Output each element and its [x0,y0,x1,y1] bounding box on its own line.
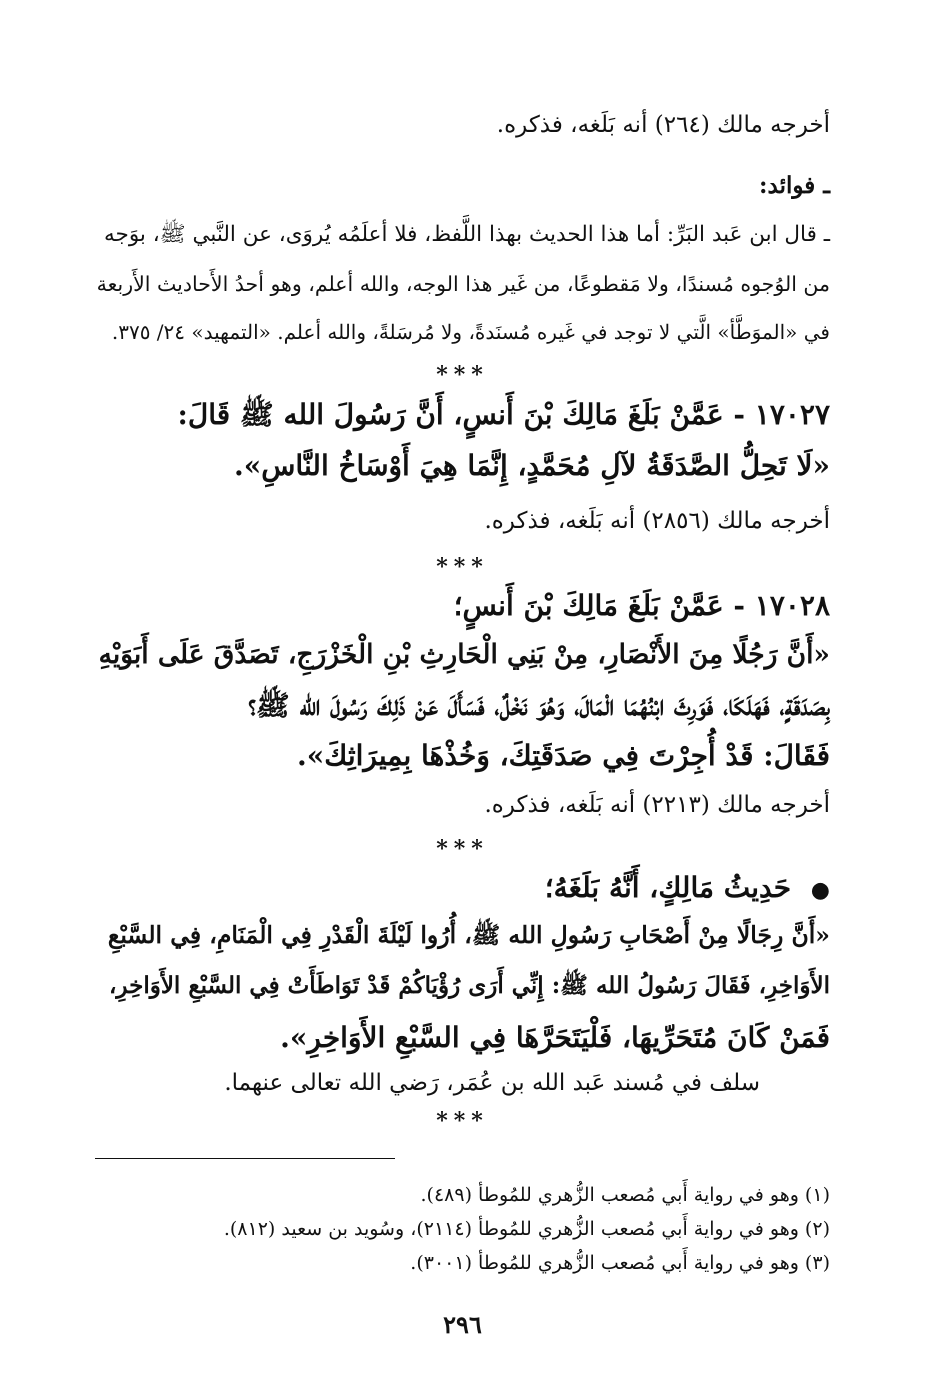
hadith-bullet-line-1: ● حَدِيثُ مَالِكٍ، أَنَّهُ بَلَغَهُ؛ [544,871,830,904]
hadith-17027-line-1: ١٧٠٢٧ - عَمَّنْ بَلَغَ مَالِكَ بْنَ أَنسٍ، أَنَّ رَسُولَ الله ﷺ قَالَ: [177,398,830,431]
book-page [95,96,830,1346]
footnote-3: (٣) وهو في رواية أَبي مُصعب الزُّهري للمُوطأ (٣٠٠١). [410,1252,830,1274]
benefits-line-3: في «الموَطَّأ» الَّتي لا توجد في غَيره مُسنَدةً، ولا مُرسَلةً، والله أعلم. «التمهيد» ٢٤/ ٣٧٥. [111,320,830,344]
hadith-17028-line-3: بِصَدَقَةٍ، فَهَلَكَا، فَوَرِثَ ابْنُهُمَا الْمَالَ، وَهُوَ نَخْلٌ، فَسَأَلَ عَنْ ذَلِكَ رَسُولَ الله ﷺ؟ [248,689,830,722]
hadith-17027-line-2: «لَا تَحِلُّ الصَّدَقَةُ لآلِ مُحَمَّدٍ، إِنَّمَا هِيَ أَوْسَاخُ النَّاسِ». [234,449,830,482]
footnote-divider [95,1158,395,1159]
separator-stars: *** [436,362,489,388]
intro-source-line: أخرجه مالك (٢٦٤) أنه بَلَغه، فذكره. [496,112,830,138]
hadith-17028-source: أخرجه مالك (٢٢١٣) أنه بَلَغه، فذكره. [484,792,830,818]
hadith-17028-line-4: فَقَالَ: قَدْ أُجِرْتَ فِي صَدَقَتِكَ، وَخُذْهَا بِمِيرَاثِكَ». [296,739,830,772]
benefits-heading: ـ فوائد: [759,172,830,199]
hadith-17027-source: أخرجه مالك (٢٨٥٦) أنه بَلَغه، فذكره. [484,508,830,534]
hadith-bullet-line-2: «أَنَّ رِجَالًا مِنْ أَصْحَابِ رَسُولِ الله ﷺ، أُرُوا لَيْلَةَ الْقَدْرِ فِي الْمَنَامِ، فِي السَّبْعِ [107,921,830,949]
footnote-1: (١) وهو في رواية أَبي مُصعب الزُّهري للمُوطأ (٤٨٩). [420,1184,830,1206]
hadith-bullet-line-3: الأَوَاخِرِ، فَقَالَ رَسُولُ الله ﷺ: إِنِّي أَرَى رُؤْيَاكُمْ قَدْ تَوَاطَأَتْ فِي السَّبْعِ الأَوَاخِرِ، [108,972,830,999]
benefits-line-2: من الوُجوه مُسندًا، ولا مَقطوعًا، من غَير هذا الوجه، والله أعلم، وهو أحدُ الأَحاديث الأَربعة [96,272,830,296]
separator-stars: *** [436,836,489,862]
hadith-17028-line-2: «أَنَّ رَجُلًا مِنَ الأَنْصَارِ، مِنْ بَنِي الْحَارِثِ بْنِ الْخَزْرَجِ، تَصَدَّقَ عَلَى أَبَوَيْهِ [98,639,830,670]
separator-stars: *** [436,554,489,580]
hadith-bullet-note: سلف في مُسند عَبد الله بن عُمَر، رَضي الله تعالى عنهما. [224,1070,760,1096]
benefits-line-1: ـ قال ابن عَبد البَرِّ: أما هذا الحديث بهذا اللَّفظ، فلا أعلَمُه يُروَى، عن النَّبي ﷺ، بوَجه [104,222,830,247]
page-number: ٢٩٦ [443,1310,482,1339]
hadith-bullet-line-4: فَمَنْ كَانَ مُتَحَرِّيهَا، فَلْيَتَحَرَّهَا فِي السَّبْعِ الأَوَاخِرِ». [280,1021,830,1054]
footnote-2: (٢) وهو في رواية أَبي مُصعب الزُّهري للمُوطأ (٢١١٤)، وسُويد بن سعيد (٨١٢). [223,1218,830,1240]
separator-stars: *** [436,1108,489,1134]
bullet-icon: ● [810,877,830,903]
hadith-17028-line-1: ١٧٠٢٨ - عَمَّنْ بَلَغَ مَالِكَ بْنَ أَنسٍ؛ [453,589,830,622]
